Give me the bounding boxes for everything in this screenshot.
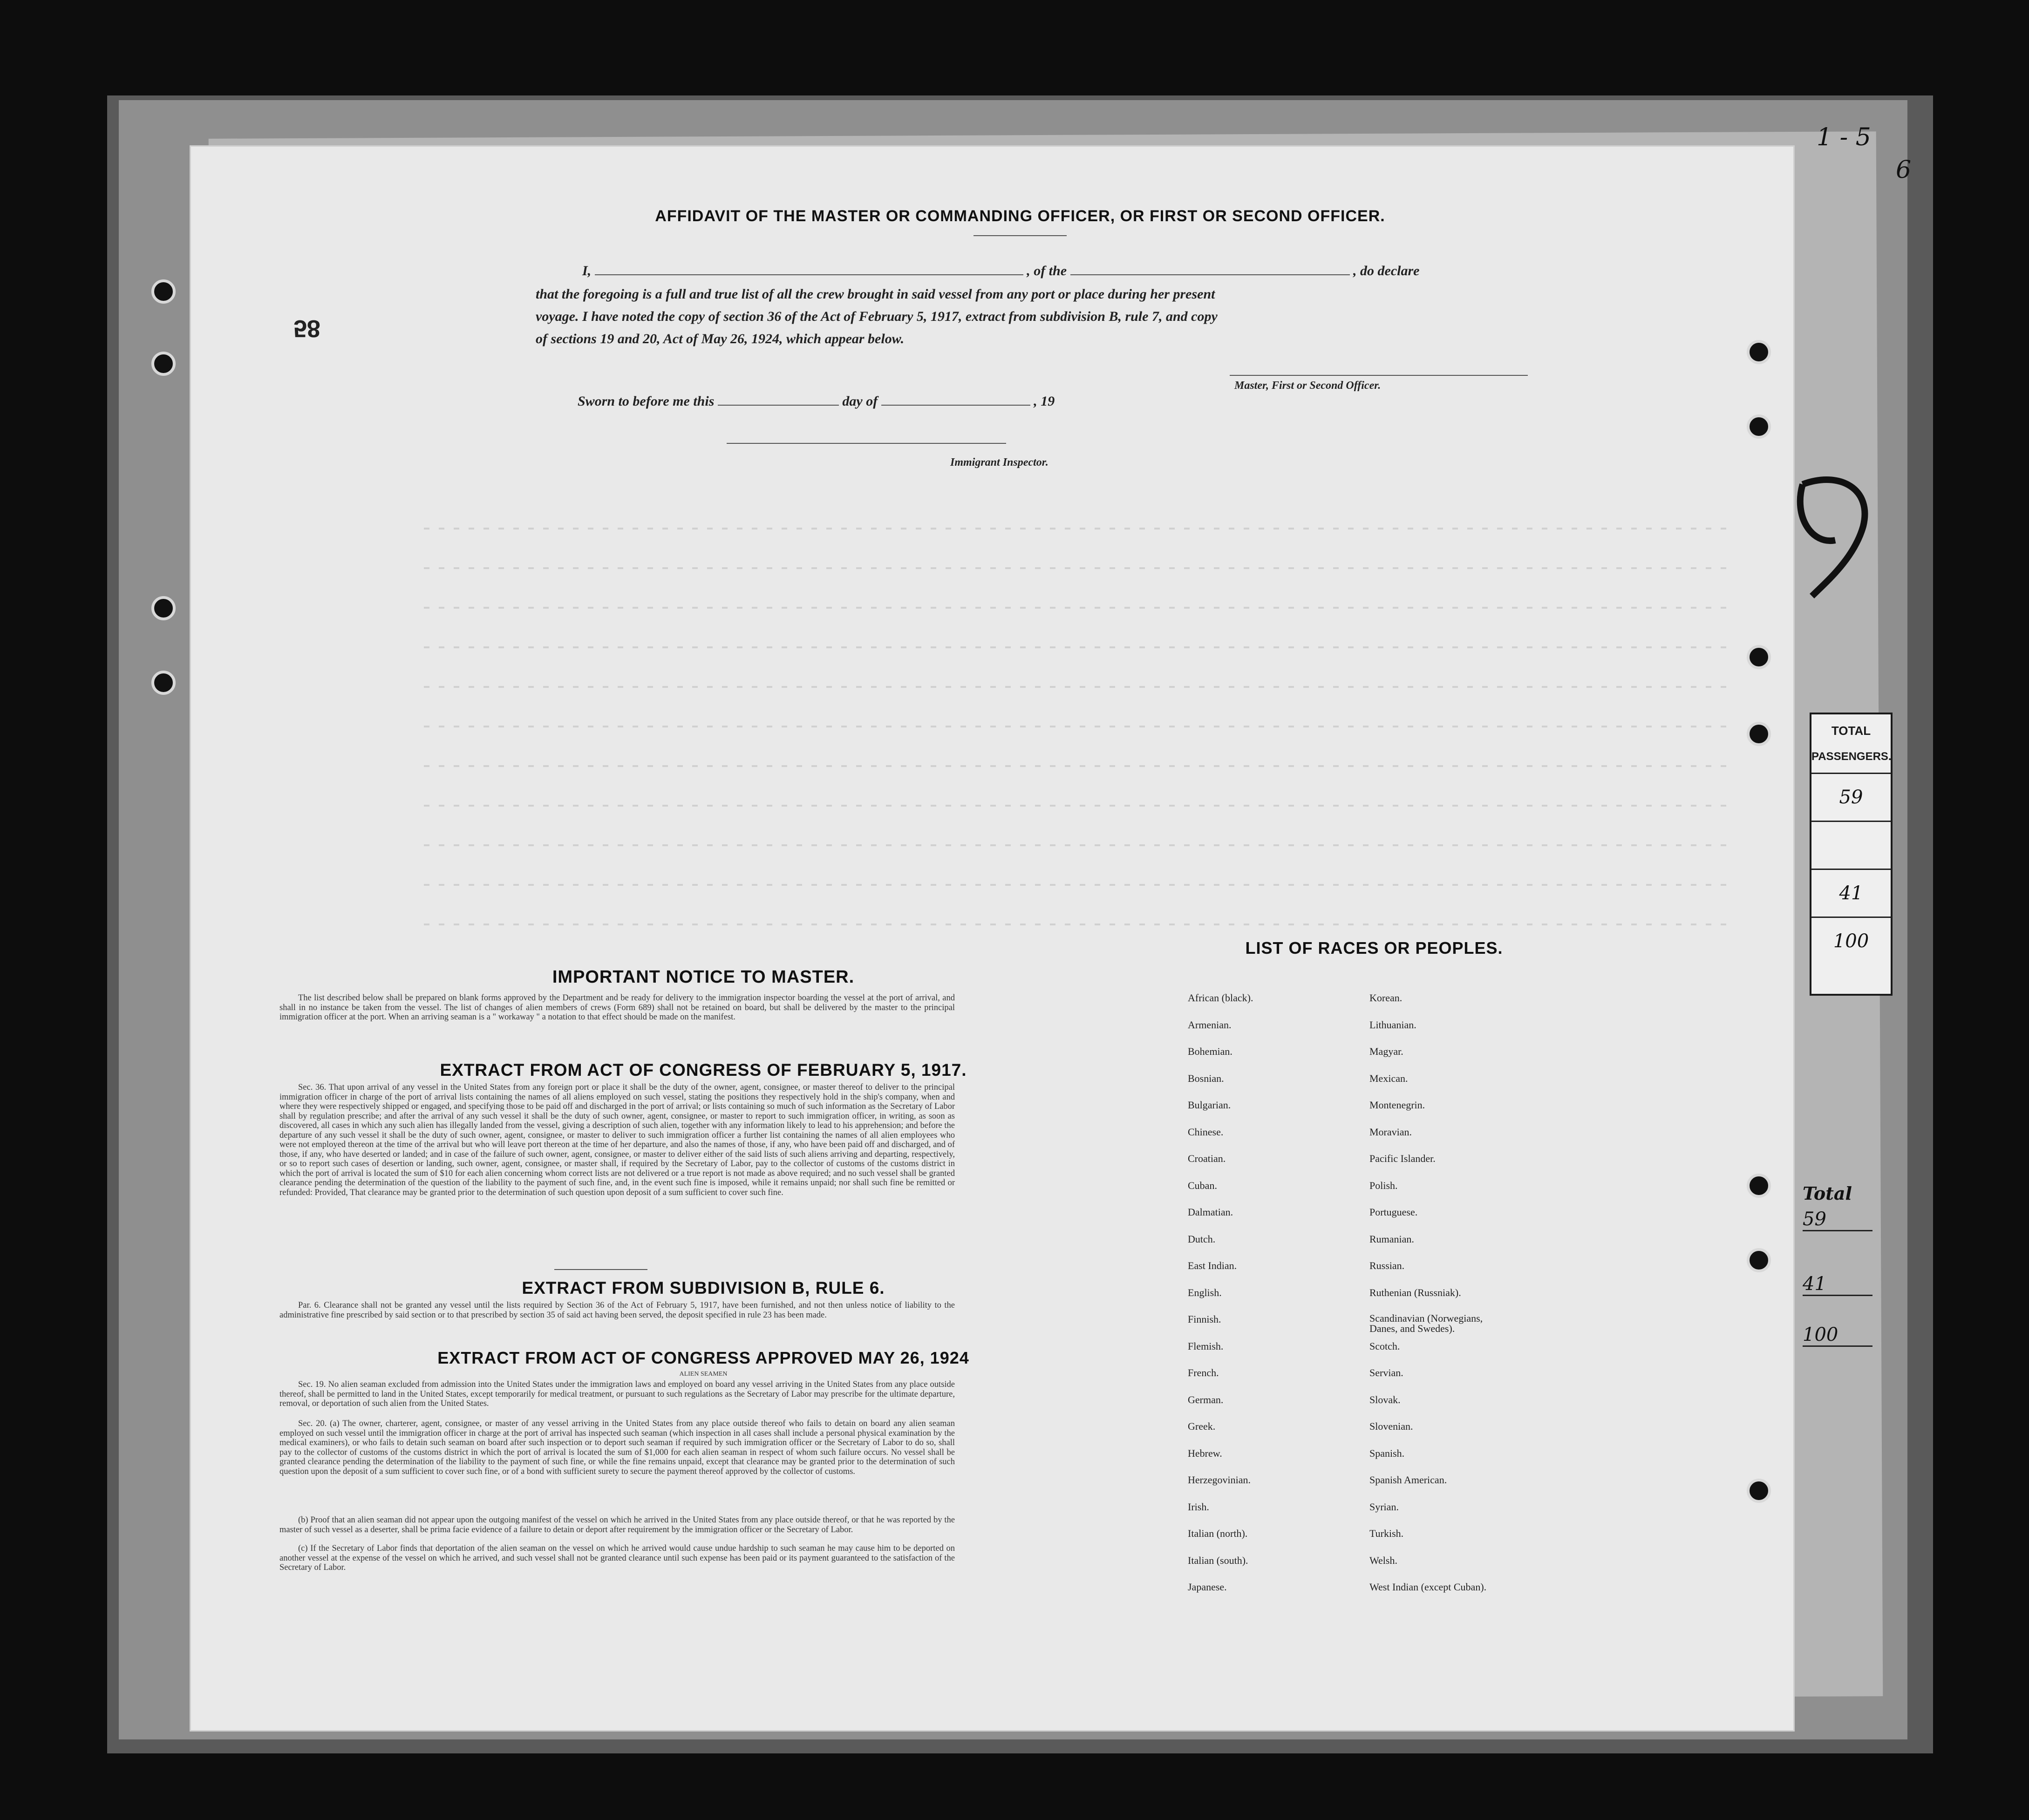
tab-value-3: 41 [1811, 870, 1891, 918]
races-column-1 [1188, 992, 1374, 1608]
race-item: Servian. [1369, 1367, 1403, 1379]
sworn-text: Sworn to before me this [578, 394, 715, 409]
extract-1924-title: EXTRACT FROM ACT OF CONGRESS APPROVED MAY 26, 1924 [437, 1348, 969, 1367]
race-item: Slovak. [1369, 1393, 1401, 1406]
punch-hole [1747, 1479, 1771, 1503]
affidavit-i: I, [582, 263, 592, 278]
race-item: Dutch. [1188, 1233, 1216, 1245]
race-item: Greek. [1188, 1420, 1216, 1432]
punch-hole [151, 596, 176, 620]
race-item: Armenian. [1188, 1019, 1232, 1031]
punch-hole [151, 352, 176, 376]
affidavit-line-4: of sections 19 and 20, Act of May 26, 1924, which appear below. [536, 331, 905, 346]
page-number: 58 [293, 315, 320, 342]
paperclip-shape [1784, 470, 1877, 601]
affidavit-title-underline [974, 235, 1067, 236]
punch-hole [1747, 414, 1771, 439]
inspector-caption: Immigrant Inspector. [950, 456, 1049, 469]
race-item: Montenegrin. [1369, 1099, 1425, 1111]
race-item: East Indian. [1188, 1260, 1237, 1271]
sworn-line [578, 394, 1055, 409]
race-item: Bohemian. [1188, 1046, 1232, 1057]
race-item: German. [1188, 1393, 1224, 1406]
race-item: Finnish. [1188, 1313, 1221, 1325]
margin-total-1: 59 [1803, 1209, 1872, 1231]
race-item: Turkish. [1369, 1528, 1404, 1539]
races-column-2 [1369, 992, 1574, 1608]
margin-total-2: 41 [1803, 1273, 1872, 1296]
form-page [191, 147, 1793, 1730]
signature-caption: Master, First or Second Officer. [1234, 380, 1381, 392]
tab-header-passengers: PASSENGERS. [1811, 738, 1891, 774]
race-item: Polish. [1369, 1179, 1398, 1191]
race-item: Mexican. [1369, 1072, 1408, 1084]
notice-body: The list described below shall be prepared on blank forms approved by the Department and be ready for delivery to the immigration inspector boarding the vessel at the port of arrival, and shall in no instance be taken from the vessel. The list of changes of alien members of crews (Form 689) shall not be retained on board, but shall be delivered by the master to the principal immigration officer at the port. When an arriving seaman is a " workaway " a notation to that effect should be made on the manifest. [279, 993, 955, 1022]
extract-rule6-body: Par. 6. Clearance shall not be granted any vessel until the lists required by Section 36 of the Act of February 5, 1917, have been furnished, and not then unless notice of liability to the administrative fine prescribed by said section or to that prescribed by section 35 of said act having been served, the deposit specified in rule 23 has been made. [279, 1301, 955, 1320]
year-text: , 19 [1034, 394, 1055, 409]
day-of-text: day of [842, 394, 878, 409]
race-item: Portuguese. [1369, 1206, 1418, 1218]
races-title: LIST OF RACES OR PEOPLES. [1245, 938, 1503, 958]
punch-hole [1747, 1174, 1771, 1198]
race-item: Dalmatian. [1188, 1206, 1233, 1218]
tab-value-2 [1811, 822, 1891, 870]
punch-hole [1747, 645, 1771, 669]
extract-1917-body: Sec. 36. That upon arrival of any vessel in the United States from any foreign port or place it shall be the duty of the owner, agent, consignee, or master thereof to deliver to the principal immigration officer in charge of the port of arrival lists containing the names of all aliens employed on such vessel, stating the positions they respectively hold in the ship's company, when and where they were respectively shipped or engaged, and specifying those to be paid off and discharged in the port of arrival; or lists containing so much of such information as the Secretary of Labor shall by regulation prescribe; and after the arrival of any such vessel it shall be the duty of such owner, agent, consignee, or master to report to such immigration officer, in writing, as soon as discovered, all cases in which any such alien has illegally landed from the vessel, giving a description of such alien, together with any information likely to lead to his apprehension; and before the departure of any such vessel it shall be the duty of such owner, agent, consignee, or master to deliver to such immigration officer a further list containing the names of all alien employees who were not employed thereon at the time of the arrival but who will leave port thereon at the time of her departure, and also the names of those, if any, who have been paid off and discharged, and of those, if any, who have deserted or landed; and in case of the failure of such owner, agent, consignee, or master to deliver either of the said lists of such aliens arriving and departing, respectively, or so to report such cases of desertion or landing, such owner, agent, consignee, or master shall, if required by the Secretary of Labor, pay to the collector of customs of the customs district in which the port of arrival is located the sum of $10 for each alien concerning whom correct lists are not delivered or a true report is not made as above required; and no such vessel shall be granted clearance pending the determination of the question of the liability to the payment of such fine, and, in the event such fine is imposed, while it remains unpaid; nor shall such fine be remitted or refunded: Provided, That clearance may be granted prior to the determination of such question upon deposit of a sum sufficient to cover such fine. [279, 1083, 955, 1197]
extract-1924-sec20b: (b) Proof that an alien seaman did not appear upon the outgoing manifest of the vessel on which he arrived in the United States from any place outside thereof, or that he was reported by the master of such vessel as a deserter, shall be prima facie evidence of a failure to detain or deport after requirement by the immigration officer or the Secretary of Labor. [279, 1515, 955, 1535]
affidavit-line-3: voyage. I have noted the copy of section 36 of the Act of February 5, 1917, extract from subdivision B, rule 7, and copy [536, 309, 1218, 324]
inspector-line [727, 443, 1006, 444]
corner-mark-2: 6 [1896, 156, 1912, 184]
corner-mark-1: 1 - 5 [1817, 123, 1871, 151]
race-item: Scotch. [1369, 1340, 1400, 1352]
race-item: Chinese. [1188, 1126, 1224, 1138]
extract-1924-sec20a: Sec. 20. (a) The owner, charterer, agent, consignee, or master of any vessel arriving in the United States from any place outside thereof who fails to detain on board any alien seaman employed on such vessel until the immigration officer in charge at the port of arrival has inspected such seaman (which inspection in all cases shall include a personal physical examination by the medical examiners), or who fails to detain such seaman on board after such inspection or to deport such seaman if required by such immigration officer or the Secretary of Labor to do so, shall pay to the collector of customs of the customs district in which the port of arrival is located the sum of $1,000 for each alien seaman in respect of whom such failure occurs. No vessel shall be granted clearance pending the determination of the liability to the payment of such fine, or while the fine remains unpaid, except that clearance may be granted prior to the determination of such question upon the deposit of a sum sufficient to cover such fine, or of a bond with sufficient surety to secure the payment thereof approved by the collector of customs. [279, 1419, 955, 1476]
race-item: Flemish. [1188, 1340, 1224, 1352]
extract-1917-title: EXTRACT FROM ACT OF CONGRESS OF FEBRUARY 5, 1917. [440, 1060, 967, 1080]
race-item: Moravian. [1369, 1126, 1412, 1138]
signature-line [1230, 375, 1528, 376]
margin-total-label: Total [1803, 1183, 1852, 1204]
race-item: Rumanian. [1369, 1233, 1414, 1245]
extract-1924-subtitle: ALIEN SEAMEN [679, 1371, 728, 1378]
total-passengers-tab [1810, 713, 1893, 996]
race-item: Cuban. [1188, 1179, 1217, 1191]
affidavit-title: AFFIDAVIT OF THE MASTER OR COMMANDING OFFICER, OR FIRST OR SECOND OFFICER. [655, 207, 1385, 225]
tab-value-4: 100 [1833, 930, 1869, 952]
affidavit-line-1 [582, 263, 1467, 279]
race-item: Welsh. [1369, 1554, 1397, 1566]
race-item: Japanese. [1188, 1581, 1227, 1593]
race-item: Spanish. [1369, 1447, 1405, 1459]
race-item: Ruthenian (Russniak). [1369, 1286, 1461, 1298]
margin-total [1803, 1183, 1872, 1347]
notice-title: IMPORTANT NOTICE TO MASTER. [552, 967, 855, 987]
race-item: Scandinavian (Norwegians, Danes, and Swedes). [1369, 1312, 1483, 1334]
punch-hole [151, 279, 176, 304]
race-item: Magyar. [1369, 1046, 1403, 1057]
tab-value-1: 59 [1811, 774, 1891, 822]
affidavit-do-declare: , do declare [1353, 263, 1420, 278]
extract-rule6-title: EXTRACT FROM SUBDIVISION B, RULE 6. [522, 1278, 885, 1297]
race-item: Pacific Islander. [1369, 1153, 1436, 1164]
tab-header-total: TOTAL [1831, 724, 1871, 738]
race-item: Irish. [1188, 1501, 1209, 1513]
race-item: French. [1188, 1367, 1219, 1379]
divider-1 [554, 1269, 647, 1270]
punch-hole [1747, 722, 1771, 746]
margin-total-3: 100 [1803, 1324, 1872, 1347]
race-item: Korean. [1369, 992, 1403, 1004]
race-item: West Indian (except Cuban). [1369, 1581, 1487, 1593]
extract-1924-sec20c: (c) If the Secretary of Labor finds that deportation of the alien seaman on the vessel on which he arrived would cause undue hardship to such seaman he may cause him to be deported on another vessel at the expense of the vessel on which he arrived, and such vessel shall not be granted clearance until such expense has been paid or its payment guaranteed to the satisfaction of the Secretary of Labor. [279, 1544, 955, 1572]
race-item: Bulgarian. [1188, 1099, 1231, 1111]
race-item: Syrian. [1369, 1501, 1399, 1513]
extract-1924-sec19: Sec. 19. No alien seaman excluded from admission into the United States under the immigration laws and employed on board any vessel arriving in the United States from any place outside thereof, shall be permitted to land in the United States, except temporarily for medical treatment, or pursuant to such regulations as the Secretary of Labor may prescribe for the ultimate departure, removal, or deportation of such alien from the United States. [279, 1380, 955, 1408]
race-item: Hebrew. [1188, 1447, 1222, 1459]
affidavit-of-the: , of the [1027, 263, 1067, 278]
race-item: English. [1188, 1286, 1222, 1298]
race-item: Bosnian. [1188, 1072, 1224, 1084]
affidavit-line-2: that the foregoing is a full and true list of all the crew brought in said vessel from any port or place during her present [536, 286, 1215, 302]
race-item: Lithuanian. [1369, 1019, 1416, 1031]
race-item: Italian (south). [1188, 1554, 1248, 1566]
race-item: Russian. [1369, 1260, 1405, 1271]
race-item: Italian (north). [1188, 1528, 1248, 1539]
race-item: Spanish American. [1369, 1474, 1447, 1486]
race-item: Slovenian. [1369, 1420, 1413, 1432]
race-item: Herzegovinian. [1188, 1474, 1251, 1486]
punch-hole [1747, 340, 1771, 364]
punch-hole [1747, 1248, 1771, 1272]
punch-hole [151, 671, 176, 695]
race-item: African (black). [1188, 992, 1253, 1004]
race-item: Croatian. [1188, 1153, 1226, 1164]
